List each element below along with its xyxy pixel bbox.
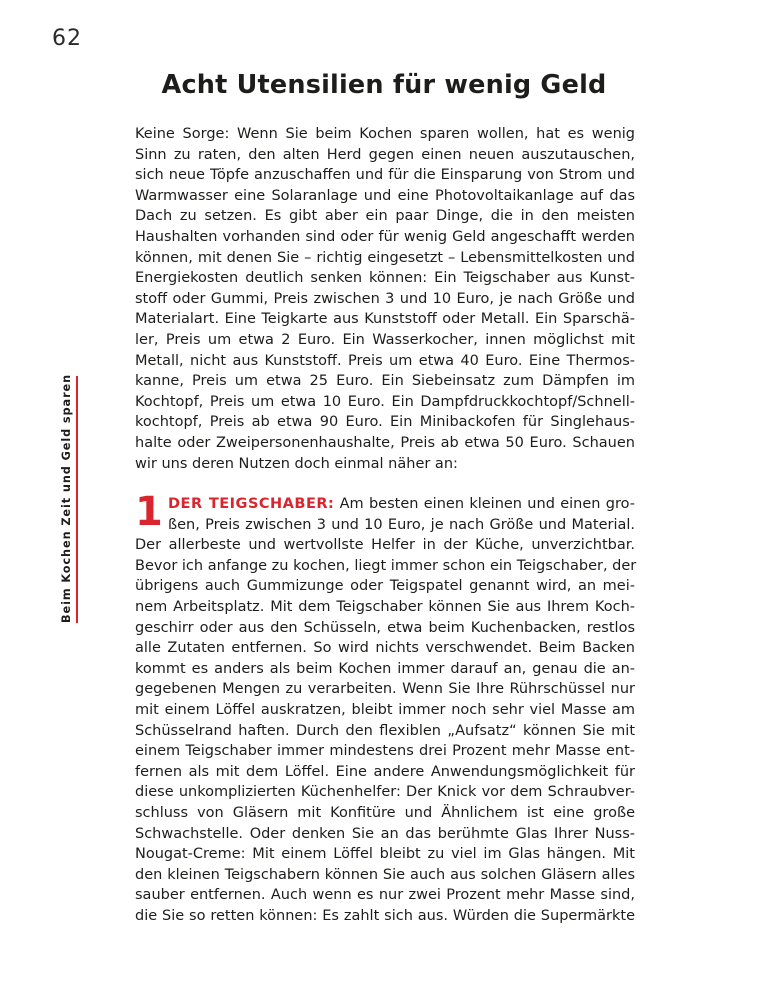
intro-paragraph	[135, 124, 635, 474]
text-line: geschirr oder aus den Schüsseln, etwa beim Kuchenbacken, restlos	[135, 619, 635, 636]
text-line: nem Arbeitsplatz. Mit dem Teigschaber können Sie aus Ihrem Koch-	[135, 598, 635, 615]
text-line: Nougat-Creme: Mit einem Löffel bleibt zu viel im Glas hängen. Mit	[135, 846, 635, 863]
page-number: 62	[52, 26, 82, 51]
text-line: Energiekosten deutlich senken können: Ein Teigschaber aus Kunst-	[135, 270, 635, 287]
text-line: Materialart. Eine Teigkarte aus Kunststoff oder Metall. Ein Sparschä-	[135, 311, 635, 328]
text-line: wir uns deren Nutzen doch einmal näher an:	[135, 455, 458, 472]
text-line: mit einem Löffel auskratzen, bleibt immer noch sehr viel Masse am	[135, 701, 635, 718]
text-line: fernen als mit dem Löffel. Eine andere Anwendungsmöglichkeit für	[135, 763, 635, 780]
text-line: sauber entfernen. Auch wenn es nur zwei Prozent mehr Masse sind,	[135, 887, 635, 904]
text-line: Schüsselrand haften. Durch den flexiblen „Aufsatz“ können Sie mit	[135, 722, 635, 739]
page-title: Acht Utensilien für wenig Geld	[161, 70, 607, 100]
text-line: kochtopf, Preis ab etwa 90 Euro. Ein Minibackofen für Singlehaus-	[135, 414, 635, 431]
text-line: können, mit denen Sie – richtig eingesetzt – Lebensmittelkosten und	[135, 249, 635, 266]
text-line: Haushalten vorhanden sind oder für wenig Geld angeschafft werden	[135, 228, 635, 245]
text-line: kommt es anders als beim Kochen immer darauf an, genau die an-	[135, 660, 635, 677]
section-teigschaber	[135, 489, 637, 926]
running-header-text: Beim Kochen Zeit und Geld sparen	[56, 376, 78, 623]
text-line: halte oder Zweipersonenhaushalte, Preis ab etwa 50 Euro. Schauen	[135, 434, 635, 451]
text-line: Bevor ich anfange zu kochen, liegt immer schon ein Teigschaber, der	[135, 557, 637, 574]
section-number: 1	[135, 489, 163, 535]
text-line: diese unkomplizierten Küchenhelfer: Der Knick vor dem Schraubver-	[135, 784, 635, 801]
text-line: den kleinen Teigschabern können Sie auch aus solchen Gläsern alles	[135, 866, 635, 883]
section-heading: DER TEIGSCHABER:	[168, 496, 335, 512]
text-line: Sinn zu raten, den alten Herd gegen einen neuen auszutauschen,	[135, 146, 635, 163]
text-line: kanne, Preis um etwa 25 Euro. Ein Siebeinsatz zum Dämpfen im	[135, 373, 635, 390]
text-line: die Sie so retten können: Es zahlt sich aus. Würden die Supermärkte	[135, 907, 635, 924]
text-line: einem Teigschaber immer mindestens drei Prozent mehr Masse ent-	[135, 743, 635, 760]
text-line: alle Zutaten entfernen. So wird nichts verschwendet. Beim Backen	[135, 640, 635, 657]
section-first-line	[135, 494, 635, 515]
text-line: sich neue Töpfe anzuschaffen und für die Einsparung von Strom und	[135, 167, 635, 184]
text-line: ßen, Preis zwischen 3 und 10 Euro, je nach Größe und Material.	[168, 516, 635, 533]
text-line: Der allerbeste und wertvollste Helfer in der Küche, unverzichtbar.	[135, 537, 635, 554]
text-line: Dach zu setzen. Es gibt aber ein paar Dinge, die in den meisten	[135, 208, 635, 225]
text-line: gegebenen Mengen zu verarbeiten. Wenn Sie Ihre Rührschüssel nur	[135, 681, 635, 698]
text-line: Warmwasser eine Solaranlage und eine Photovoltaikanlage auf das	[135, 187, 635, 204]
text-line: stoff oder Gummi, Preis zwischen 3 und 10 Euro, je nach Größe und	[135, 290, 635, 307]
text-line: ler, Preis um etwa 2 Euro. Ein Wasserkocher, innen möglichst mit	[135, 331, 635, 348]
running-header	[56, 373, 78, 623]
text-line: schluss von Gläsern mit Konfitüre und Ähnlichem ist eine große	[135, 804, 635, 821]
text-line: Keine Sorge: Wenn Sie beim Kochen sparen wollen, hat es wenig	[135, 126, 635, 142]
text-line: Schwachstelle. Oder denken Sie an das berühmte Glas Ihrer Nuss-	[135, 825, 635, 842]
section-first-line-text: Am besten einen kleinen und einen gro-	[334, 496, 635, 512]
text-line: Kochtopf, Preis um etwa 10 Euro. Ein Dampfdruckkochtopf/Schnell-	[135, 393, 635, 410]
text-line: übrigens auch Gummizunge oder Teigspatel genannt wird, an mei-	[135, 578, 635, 595]
text-line: Metall, nicht aus Kunststoff. Preis um etwa 40 Euro. Eine Thermos-	[135, 352, 635, 369]
